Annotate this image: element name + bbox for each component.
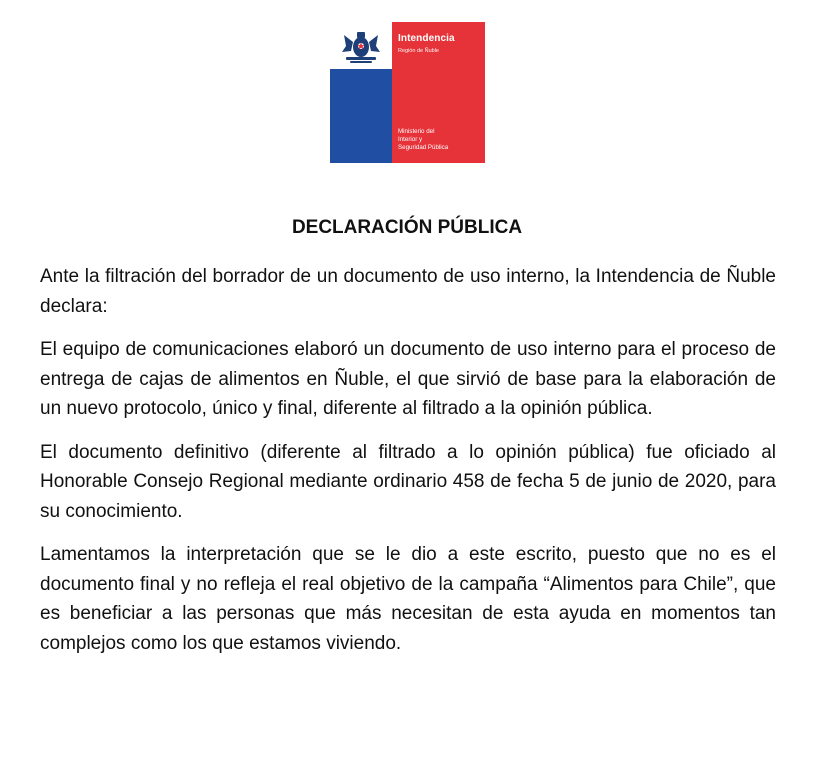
logo-ministry: Ministerio del Interior y Seguridad Pública xyxy=(398,128,449,151)
logo-blue-block xyxy=(330,69,392,163)
logo-red-block xyxy=(392,22,485,163)
paragraph-document-origin: El equipo de comunicaciones elaboró un documento de uso interno para el proceso de entrega de cajas de alimentos en Ñuble, el que sirvió de base para la elaboración de un nuevo protocolo, único y final, diferente al filtrado a la opinión pública. xyxy=(40,339,776,419)
paragraph-regret: Lamentamos la interpretación que se le dio a este escrito, puesto que no es el documento final y no refleja el real objetivo de la campaña “Alimentos para Chile”, que es beneficiar a las personas que más necesitan de esta ayuda en momentos tan complejos como los que estamos viviendo. xyxy=(40,544,776,654)
intendencia-logo xyxy=(330,22,485,163)
paragraph-intro: Ante la filtración del borrador de un documento de uso interno, la Intendencia de Ñuble declara: xyxy=(40,266,776,317)
document-body xyxy=(40,262,776,672)
document-title: DECLARACIÓN PÚBLICA xyxy=(291,217,523,238)
coat-of-arms-icon xyxy=(334,26,388,66)
logo-subtitle: Región de Ñuble xyxy=(398,48,439,54)
paragraph-definitive-document: El documento definitivo (diferente al filtrado a lo opinión pública) fue oficiado al Honorable Consejo Regional mediante ordinario 458 de fecha 5 de junio de 2020, para su conocimiento. xyxy=(40,441,776,522)
logo-left-panel xyxy=(330,22,392,163)
logo-emblem-area xyxy=(330,22,392,69)
logo-title: Intendencia xyxy=(398,33,455,44)
